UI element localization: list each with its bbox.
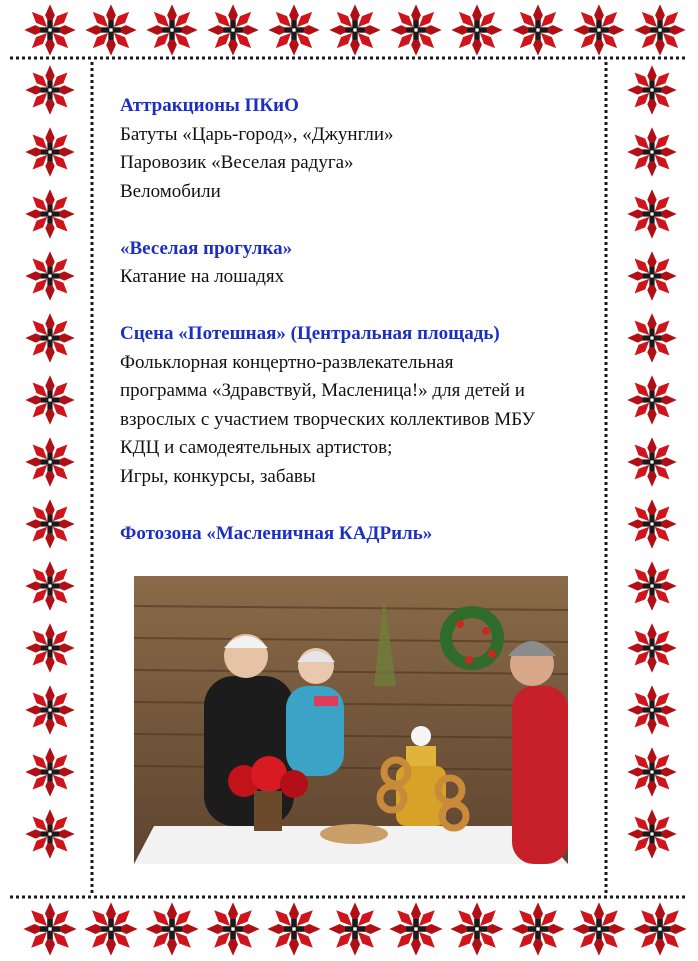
embroidery-star-icon bbox=[627, 251, 676, 300]
section-title-stage: Сцена «Потешная» (Центральная площадь) bbox=[120, 323, 500, 344]
embroidery-star-icon bbox=[25, 65, 74, 114]
attractions-line-3: Веломобили bbox=[120, 180, 221, 202]
embroidery-star-icon bbox=[25, 127, 74, 176]
embroidery-star-icon bbox=[25, 375, 74, 424]
embroidery-star-icon bbox=[84, 902, 137, 955]
embroidery-star-icon bbox=[627, 623, 676, 672]
embroidery-star-icon bbox=[627, 65, 676, 114]
embroidery-star-icon bbox=[25, 313, 74, 362]
embroidery-star-icon bbox=[267, 902, 320, 955]
embroidery-star-icon bbox=[627, 375, 676, 424]
log-wall bbox=[134, 576, 568, 864]
embroidery-star-icon bbox=[627, 809, 676, 858]
embroidery-star-icon bbox=[451, 4, 502, 55]
stage-line-3: взрослых с участием творческих коллективов МБУ bbox=[120, 408, 535, 430]
embroidery-star-icon bbox=[146, 4, 197, 55]
stage-line-5: Игры, конкурсы, забавы bbox=[120, 465, 316, 487]
embroidery-star-icon bbox=[329, 4, 380, 55]
embroidery-star-icon bbox=[25, 685, 74, 734]
embroidery-star-icon bbox=[627, 313, 676, 362]
embroidery-star-icon bbox=[24, 4, 75, 55]
ornament-row-bottom bbox=[0, 893, 698, 961]
embroidery-star-icon bbox=[627, 561, 676, 610]
embroidery-star-icon bbox=[627, 437, 676, 486]
embroidery-star-icon bbox=[573, 4, 624, 55]
embroidery-star-icon bbox=[206, 902, 259, 955]
section-title-attractions: Аттракционы ПКиО bbox=[120, 95, 299, 116]
bread-basket bbox=[320, 824, 388, 844]
embroidery-star-icon bbox=[25, 189, 74, 238]
embroidery-star-icon bbox=[207, 4, 258, 55]
embroidery-star-icon bbox=[572, 902, 625, 955]
embroidery-star-icon bbox=[25, 809, 74, 858]
ornament-border-left bbox=[0, 62, 96, 893]
walk-line-1: Катание на лошадях bbox=[120, 266, 285, 287]
embroidery-star-icon bbox=[627, 747, 676, 796]
stage-line-1: Фольклорная концертно-развлекательная bbox=[120, 351, 454, 373]
embroidery-star-icon bbox=[25, 561, 74, 610]
embroidery-star-icon bbox=[25, 437, 74, 486]
embroidery-star-icon bbox=[450, 902, 503, 955]
embroidery-star-icon bbox=[145, 902, 198, 955]
ornament-column-left bbox=[0, 62, 96, 893]
embroidery-star-icon bbox=[85, 4, 136, 55]
embroidery-star-icon bbox=[627, 499, 676, 548]
section-title-walk: «Веселая прогулка» bbox=[120, 237, 293, 259]
embroidery-star-icon bbox=[390, 4, 441, 55]
embroidery-star-icon bbox=[627, 189, 676, 238]
embroidery-star-icon bbox=[268, 4, 319, 55]
embroidery-star-icon bbox=[25, 499, 74, 548]
embroidery-star-icon bbox=[634, 4, 685, 55]
stage-line-4: КДЦ и самодеятельных артистов; bbox=[120, 437, 393, 458]
maslenitsa-photo bbox=[134, 576, 568, 864]
embroidery-star-icon bbox=[25, 623, 74, 672]
ornament-row-top bbox=[0, 0, 698, 62]
ornament-border-top bbox=[0, 0, 698, 62]
section-title-photozone: Фотозона «Масленичная КАДРиль» bbox=[120, 522, 433, 544]
program-text bbox=[120, 92, 600, 548]
ornament-border-right bbox=[602, 62, 698, 893]
embroidery-star-icon bbox=[627, 685, 676, 734]
ornament-border-bottom bbox=[0, 893, 698, 961]
embroidery-star-icon bbox=[633, 902, 686, 955]
embroidery-star-icon bbox=[25, 251, 74, 300]
attractions-line-2: Паровозик «Веселая радуга» bbox=[120, 152, 354, 173]
attractions-line-1: Батуты «Царь-город», «Джунгли» bbox=[120, 123, 394, 145]
embroidery-star-icon bbox=[25, 747, 74, 796]
ornament-column-right bbox=[602, 62, 698, 893]
stage-line-2: программа «Здравствуй, Масленица!» для детей и bbox=[120, 380, 525, 401]
embroidery-star-icon bbox=[511, 902, 564, 955]
embroidery-star-icon bbox=[627, 127, 676, 176]
embroidery-star-icon bbox=[23, 902, 76, 955]
embroidery-star-icon bbox=[328, 902, 381, 955]
embroidery-star-icon bbox=[512, 4, 563, 55]
embroidery-star-icon bbox=[389, 902, 442, 955]
